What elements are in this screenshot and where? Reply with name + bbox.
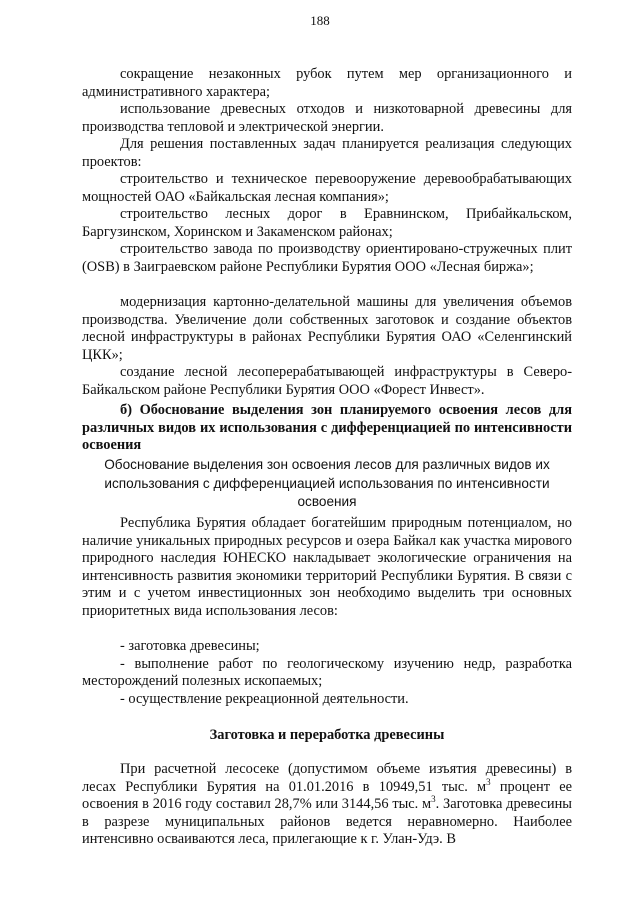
paragraph-wood-waste: использование древесных отходов и низкотоварной древесины для производства тепловой и электрической энергии. [82,101,572,135]
section-b-subtitle: Обоснование выделения зон освоения лесов для различных видов их использования с дифференциацией использования по интенсивности освоения [104,457,550,509]
paragraph-project-forest-roads: строительство лесных дорог в Еравнинском, Прибайкальском, Баргузинском, Хоринском и Закаменском районах; [82,206,572,240]
forest-use-list [82,638,572,708]
paragraph-harvest: При расчетной лесосеке (допустимом объеме изъятия древесины) в лесах Республики Бурятия на 01.01.2016 в 10949,51 тыс. $м^3$ процент ее освоения в 2016 году составил 28,7% или 3144,56 тыс. $м^3$. Заготовка древесины в разрезе муниципальных районов ведется неравномерно. Наиболее интенсивно осваиваются леса, прилегающие к г. Улан-Удэ. В [82,761,572,848]
paragraph-project-cardboard: модернизация картонно-делательной машины для увеличения объемов производства. Увеличение доли собственных заготовок и создание объектов лесной инфраструктуры в районах Республики Бурятия ОАО «Селенгинский ЦКК»; [82,294,572,363]
page-number: 188 [310,13,330,28]
list-item: - заготовка древесины; [120,638,260,654]
paragraph-illegal-logging: сокращение незаконных рубок путем мер организационного и административного характера; [82,66,572,100]
paragraph-project-osb-plant: строительство завода по производству ориентировано-стружечных плит (OSB) в Заиграевском районе Республики Бурятия ООО «Лесная биржа»; [82,241,572,275]
paragraph-project-forest-invest: создание лесной лесоперерабатывающей инфраструктуры в Северо-Байкальском районе Республики Бурятия ООО «Форест Инвест». [82,364,572,398]
list-item: - выполнение работ по геологическому изучению недр, разработка месторождений полезных ископаемых; [82,655,572,690]
paragraph-projects-intro: Для решения поставленных задач планируется реализация следующих проектов: [82,136,572,170]
paragraph-buryatia-potential: Республика Бурятия обладает богатейшим природным потенциалом, но наличие уникальных природных ресурсов и озера Байкал как участка мирового природного наследия ЮНЕСКО накладывает экологические ограничения на интенсивность развития экономики территорий Республики Бурятия. В связи с этим и с учетом инвестиционных зон необходимо выделить три основных приоритетных вида использования лесов: [82,515,572,619]
paragraph-project-baikal-forest: строительство и техническое перевооружение деревообрабатывающих мощностей ОАО «Байкальская лесная компания»; [82,171,572,205]
section-b-heading: б) Обоснование выделения зон планируемого освоения лесов для различных видов их использования с дифференциацией по интенсивности освоения [82,402,572,454]
list-item: - осуществление рекреационной деятельности. [120,690,409,707]
harvest-heading: Заготовка и переработка древесины [209,727,445,743]
